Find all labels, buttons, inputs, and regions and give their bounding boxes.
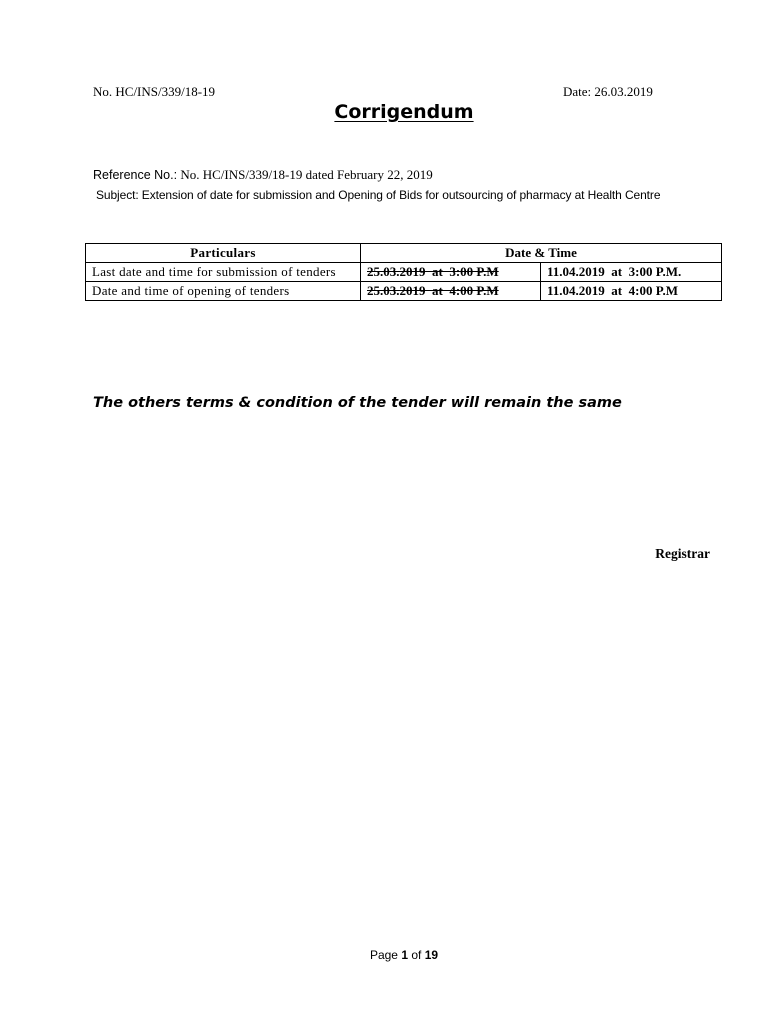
- current-page: 1: [401, 948, 408, 962]
- table-header-row: [86, 244, 722, 263]
- schedule-table: [85, 243, 722, 301]
- row-old-value: 25.03.2019 at 3:00 P.M: [361, 263, 541, 282]
- header-particulars: Particulars: [86, 244, 361, 263]
- table-row: [86, 282, 722, 301]
- reference-value: No. HC/INS/339/18-19 dated: [180, 167, 334, 182]
- terms-note: The others terms & condition of the tender will remain the same: [93, 395, 622, 411]
- reference-number: No. HC/INS/339/18-19: [93, 84, 216, 99]
- page-footer: [0, 948, 770, 962]
- signatory: Registrar: [655, 546, 710, 561]
- row-new-value: 11.04.2019 at 3:00 P.M.: [541, 263, 722, 282]
- header-date-time: Date & Time: [361, 244, 722, 263]
- subject-line: Subject: Extension of date for submission and Opening of Bids for outsourcing of pharmacy at Health Centre: [96, 188, 661, 202]
- table-row: [86, 263, 722, 282]
- document-date: Date: 26.03.2019: [563, 84, 653, 99]
- reference-line: [93, 167, 433, 183]
- title-text: Corrigendum: [334, 101, 474, 123]
- row-particular: Date and time of opening of tenders: [86, 282, 361, 301]
- row-new-value: 11.04.2019 at 4:00 P.M: [541, 282, 722, 301]
- document-title: [0, 101, 770, 123]
- row-old-value: 25.03.2019 at 4:00 P.M: [361, 282, 541, 301]
- reference-date: February 22, 2019: [337, 167, 433, 182]
- reference-label: Reference No.:: [93, 168, 178, 182]
- row-particular: Last date and time for submission of tenders: [86, 263, 361, 282]
- page-prefix: Page: [369, 948, 398, 962]
- total-pages: 19: [424, 948, 439, 962]
- page-separator: of: [411, 948, 422, 962]
